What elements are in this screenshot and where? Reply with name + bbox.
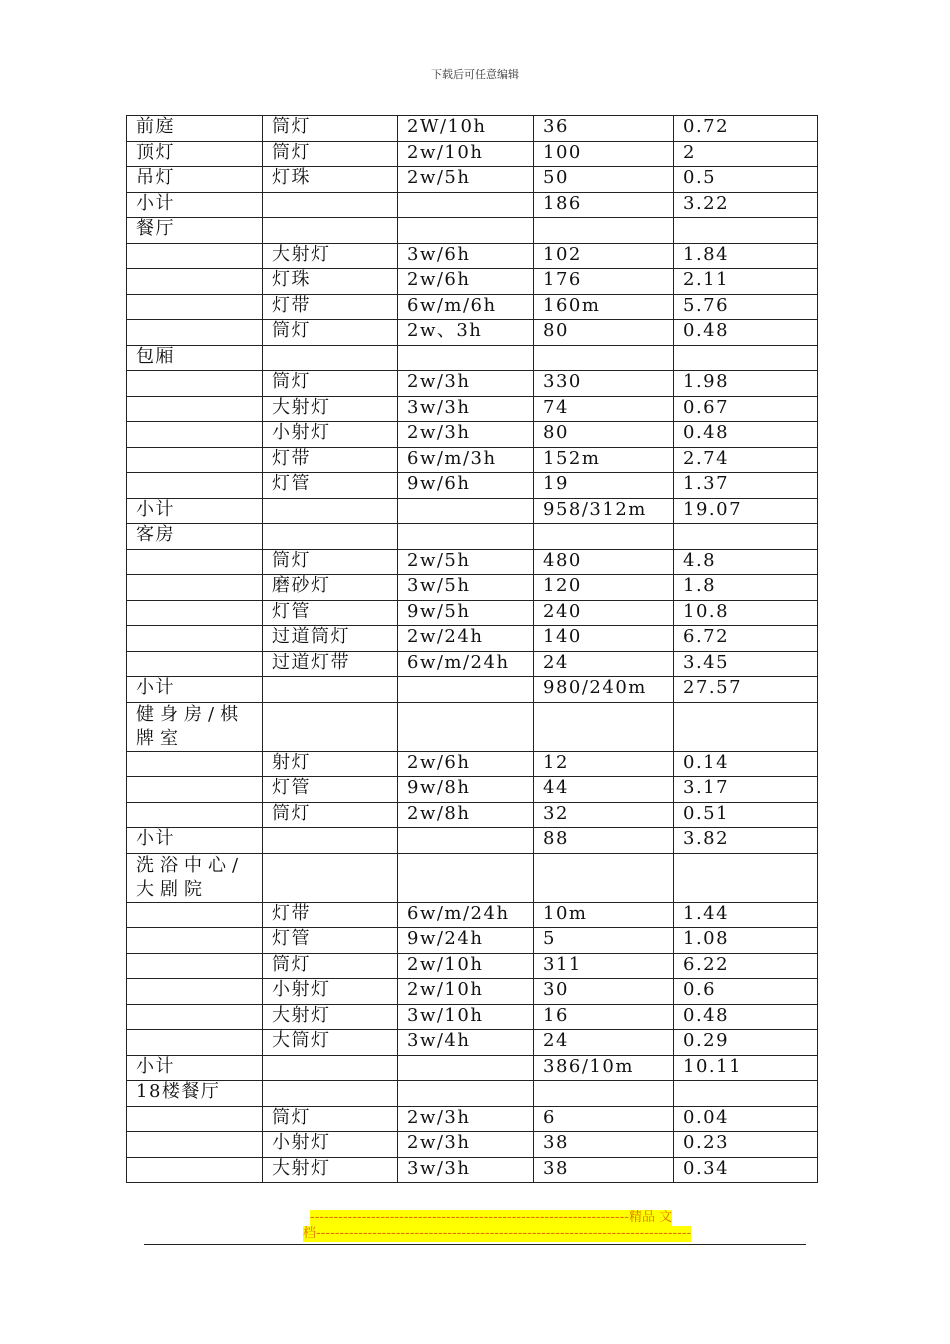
table-cell: 1.98: [674, 371, 818, 397]
table-cell: 958/312m: [534, 498, 674, 524]
table-cell: 1.8: [674, 575, 818, 601]
table-cell: 50: [534, 167, 674, 193]
table-cell: 88: [534, 828, 674, 854]
table-cell: [534, 702, 674, 751]
table-cell: 10m: [534, 902, 674, 928]
table-cell: 24: [534, 1030, 674, 1056]
table-cell: 0.48: [674, 422, 818, 448]
table-cell: 160m: [534, 294, 674, 320]
table-cell: 2w/3h: [398, 1132, 534, 1158]
table-cell: 大射灯: [263, 1157, 398, 1183]
table-cell: 顶灯: [127, 141, 263, 167]
table-cell: 32: [534, 802, 674, 828]
table-cell: 311: [534, 953, 674, 979]
table-cell: [674, 345, 818, 371]
table-cell: 小计: [127, 192, 263, 218]
table-cell: [127, 651, 263, 677]
table-cell: [534, 853, 674, 902]
table-cell: 小计: [127, 828, 263, 854]
table-cell: [674, 853, 818, 902]
table-cell: 小计: [127, 498, 263, 524]
table-cell: 38: [534, 1132, 674, 1158]
table-cell: 4.8: [674, 549, 818, 575]
table-cell: 3.22: [674, 192, 818, 218]
table-cell: 1.37: [674, 473, 818, 499]
table-cell: 9w/8h: [398, 777, 534, 803]
table-row: [127, 902, 818, 928]
table-cell: 过道灯带: [263, 651, 398, 677]
table-cell: [127, 422, 263, 448]
table-cell: [127, 1106, 263, 1132]
table-cell: 0.72: [674, 116, 818, 142]
table-cell: 3w/3h: [398, 1157, 534, 1183]
table-cell: 灯管: [263, 777, 398, 803]
table-cell: 330: [534, 371, 674, 397]
table-cell: [127, 626, 263, 652]
table-cell: 0.29: [674, 1030, 818, 1056]
table-cell: [534, 524, 674, 550]
table-cell: 筒灯: [263, 371, 398, 397]
table-cell: 152m: [534, 447, 674, 473]
table-cell: 筒灯: [263, 1106, 398, 1132]
lighting-power-table: [126, 115, 818, 1183]
table-cell: 2w/10h: [398, 979, 534, 1005]
table-cell: 3w/4h: [398, 1030, 534, 1056]
table-row: [127, 371, 818, 397]
table-cell: [263, 1081, 398, 1107]
table-cell: 2w/3h: [398, 371, 534, 397]
table-cell: 102: [534, 243, 674, 269]
table-cell: 灯管: [263, 600, 398, 626]
table-cell: [127, 320, 263, 346]
table-cell: 小计: [127, 1055, 263, 1081]
table-cell: 3w/10h: [398, 1004, 534, 1030]
table-cell: [398, 702, 534, 751]
table-cell: [263, 218, 398, 244]
table-row: [127, 979, 818, 1005]
table-cell: 小射灯: [263, 979, 398, 1005]
table-cell: [127, 751, 263, 777]
table-cell: 2w/6h: [398, 269, 534, 295]
table-row: [127, 1132, 818, 1158]
table-cell: 2w/10h: [398, 141, 534, 167]
table-cell: [263, 1055, 398, 1081]
table-cell: 0.5: [674, 167, 818, 193]
table-cell: 27.57: [674, 677, 818, 703]
table-cell: 2.74: [674, 447, 818, 473]
table-row: [127, 192, 818, 218]
table-cell: 24: [534, 651, 674, 677]
table-cell: [398, 677, 534, 703]
table-cell: [398, 498, 534, 524]
table-cell: 19.07: [674, 498, 818, 524]
table-cell: 灯珠: [263, 167, 398, 193]
table-cell: 0.67: [674, 396, 818, 422]
table-cell: 100: [534, 141, 674, 167]
table-cell: 980/240m: [534, 677, 674, 703]
table-cell: 3.82: [674, 828, 818, 854]
table-cell: [263, 524, 398, 550]
table-row: [127, 473, 818, 499]
table-cell: 磨砂灯: [263, 575, 398, 601]
table-cell: 0.04: [674, 1106, 818, 1132]
table-cell: 2.11: [674, 269, 818, 295]
table-cell: 筒灯: [263, 141, 398, 167]
table-cell: 射灯: [263, 751, 398, 777]
table-body: [127, 116, 818, 1183]
table-cell: 16: [534, 1004, 674, 1030]
table-cell: 灯管: [263, 473, 398, 499]
table-cell: [127, 269, 263, 295]
table-cell: 3.17: [674, 777, 818, 803]
table-cell: 吊灯: [127, 167, 263, 193]
table-cell: [127, 447, 263, 473]
table-cell: 2w/3h: [398, 422, 534, 448]
table-cell: 筒灯: [263, 549, 398, 575]
table-cell: 10.11: [674, 1055, 818, 1081]
table-cell: 140: [534, 626, 674, 652]
table-cell: [127, 396, 263, 422]
table-row: [127, 116, 818, 142]
table-cell: 小计: [127, 677, 263, 703]
table-cell: 6w/m/6h: [398, 294, 534, 320]
table-cell: 灯管: [263, 928, 398, 954]
table-row: [127, 269, 818, 295]
table-cell: [127, 371, 263, 397]
table-row: [127, 498, 818, 524]
table-cell: 筒灯: [263, 116, 398, 142]
table-row: [127, 294, 818, 320]
table-cell: 筒灯: [263, 320, 398, 346]
table-cell: [674, 1081, 818, 1107]
table-row: [127, 320, 818, 346]
table-cell: 前庭: [127, 116, 263, 142]
table-cell: [127, 600, 263, 626]
table-cell: [127, 473, 263, 499]
table-cell: [127, 902, 263, 928]
table-cell: [398, 1081, 534, 1107]
table-cell: 筒灯: [263, 802, 398, 828]
page-header: 下载后可任意编辑: [431, 68, 519, 81]
table-cell: 36: [534, 116, 674, 142]
table-cell: [398, 853, 534, 902]
table-row: [127, 549, 818, 575]
table-cell: 3w/6h: [398, 243, 534, 269]
table-cell: 小射灯: [263, 422, 398, 448]
table-cell: 0.48: [674, 1004, 818, 1030]
table-cell: 2w/10h: [398, 953, 534, 979]
table-cell: [398, 1055, 534, 1081]
table-cell: 9w/6h: [398, 473, 534, 499]
table-row: [127, 396, 818, 422]
table-cell: 2w/8h: [398, 802, 534, 828]
table-cell: [263, 345, 398, 371]
table-cell: 6w/m/24h: [398, 651, 534, 677]
table-cell: [127, 1132, 263, 1158]
table-cell: [127, 1030, 263, 1056]
table-cell: 74: [534, 396, 674, 422]
table-cell: 大射灯: [263, 396, 398, 422]
table-cell: [127, 979, 263, 1005]
table-row: [127, 1030, 818, 1056]
table-row: [127, 575, 818, 601]
table-cell: 大筒灯: [263, 1030, 398, 1056]
table-cell: 6w/m/3h: [398, 447, 534, 473]
table-cell: 480: [534, 549, 674, 575]
table-cell: [127, 928, 263, 954]
table-cell: [263, 702, 398, 751]
table-row: [127, 345, 818, 371]
table-cell: 1.08: [674, 928, 818, 954]
table-cell: 1.84: [674, 243, 818, 269]
table-cell: 灯带: [263, 902, 398, 928]
table-cell: 80: [534, 320, 674, 346]
table-cell: 灯带: [263, 294, 398, 320]
table-row: [127, 600, 818, 626]
table-row: [127, 828, 818, 854]
table-row: [127, 677, 818, 703]
table-row: [127, 422, 818, 448]
table-cell: 2W/10h: [398, 116, 534, 142]
table-row: [127, 626, 818, 652]
table-row: [127, 1157, 818, 1183]
table-cell: [127, 575, 263, 601]
table-cell: 1.44: [674, 902, 818, 928]
table-cell: [398, 828, 534, 854]
table-cell: 0.34: [674, 1157, 818, 1183]
table-cell: 2: [674, 141, 818, 167]
table-cell: 10.8: [674, 600, 818, 626]
table-cell: 洗浴中心/大剧院: [127, 853, 263, 902]
table-cell: 6.72: [674, 626, 818, 652]
table-cell: 3w/5h: [398, 575, 534, 601]
table-row: [127, 651, 818, 677]
table-cell: [263, 498, 398, 524]
table-cell: [398, 345, 534, 371]
table-cell: 客房: [127, 524, 263, 550]
table-cell: 3.45: [674, 651, 818, 677]
table-cell: 餐厅: [127, 218, 263, 244]
table-cell: [127, 1004, 263, 1030]
table-cell: [127, 953, 263, 979]
table-row: [127, 141, 818, 167]
table-cell: 2w/6h: [398, 751, 534, 777]
table-cell: 19: [534, 473, 674, 499]
table-cell: [127, 1157, 263, 1183]
table-cell: [398, 192, 534, 218]
table-cell: 大射灯: [263, 243, 398, 269]
table-row: [127, 702, 818, 751]
table-row: [127, 524, 818, 550]
table-cell: [127, 802, 263, 828]
table-cell: 44: [534, 777, 674, 803]
table-cell: 6.22: [674, 953, 818, 979]
table-cell: [127, 549, 263, 575]
table-cell: 小射灯: [263, 1132, 398, 1158]
table-row: [127, 751, 818, 777]
table-cell: 大射灯: [263, 1004, 398, 1030]
table-cell: 包厢: [127, 345, 263, 371]
table-cell: 2w/5h: [398, 167, 534, 193]
table-cell: 12: [534, 751, 674, 777]
table-cell: 9w/24h: [398, 928, 534, 954]
table-cell: [398, 218, 534, 244]
table-cell: [263, 828, 398, 854]
table-cell: 120: [534, 575, 674, 601]
table-cell: 0.51: [674, 802, 818, 828]
table-cell: 38: [534, 1157, 674, 1183]
table-cell: 2w/24h: [398, 626, 534, 652]
table-row: [127, 777, 818, 803]
table-cell: 2w/5h: [398, 549, 534, 575]
table-cell: [674, 702, 818, 751]
table-row: [127, 928, 818, 954]
table-cell: [127, 294, 263, 320]
table-cell: 0.6: [674, 979, 818, 1005]
table-row: [127, 167, 818, 193]
table-cell: [263, 192, 398, 218]
table-row: [127, 853, 818, 902]
table-row: [127, 802, 818, 828]
table-cell: 6w/m/24h: [398, 902, 534, 928]
table-cell: [674, 524, 818, 550]
table-cell: 80: [534, 422, 674, 448]
table-row: [127, 1081, 818, 1107]
table-cell: 0.23: [674, 1132, 818, 1158]
table-cell: [263, 677, 398, 703]
footer-divider: [144, 1244, 806, 1245]
table-cell: 240: [534, 600, 674, 626]
table-cell: [398, 524, 534, 550]
table-cell: 灯带: [263, 447, 398, 473]
footer-watermark-line1: --------------------------------------------------------------------精品 文: [310, 1210, 673, 1225]
table-row: [127, 953, 818, 979]
table-cell: 30: [534, 979, 674, 1005]
table-cell: [534, 218, 674, 244]
table-cell: 6: [534, 1106, 674, 1132]
table-row: [127, 1055, 818, 1081]
table-cell: 3w/3h: [398, 396, 534, 422]
table-cell: [534, 1081, 674, 1107]
table-cell: [263, 853, 398, 902]
table-row: [127, 447, 818, 473]
table-row: [127, 218, 818, 244]
table-cell: 2w/3h: [398, 1106, 534, 1132]
table-cell: 176: [534, 269, 674, 295]
table-cell: 灯珠: [263, 269, 398, 295]
table-cell: 186: [534, 192, 674, 218]
table-row: [127, 243, 818, 269]
table-cell: [127, 777, 263, 803]
table-cell: 9w/5h: [398, 600, 534, 626]
table-cell: 2w、3h: [398, 320, 534, 346]
table-cell: 0.48: [674, 320, 818, 346]
table-cell: 18楼餐厅: [127, 1081, 263, 1107]
table-cell: 5.76: [674, 294, 818, 320]
table-cell: [534, 345, 674, 371]
table-cell: [127, 243, 263, 269]
footer-watermark-line2: 档--------------------------------------------------------------------------------: [303, 1226, 692, 1241]
table-cell: [674, 218, 818, 244]
table-cell: 过道筒灯: [263, 626, 398, 652]
table-cell: 5: [534, 928, 674, 954]
table-row: [127, 1004, 818, 1030]
table-cell: 386/10m: [534, 1055, 674, 1081]
table-cell: 筒灯: [263, 953, 398, 979]
table-cell: 健身房/棋牌室: [127, 702, 263, 751]
table-row: [127, 1106, 818, 1132]
table-cell: 0.14: [674, 751, 818, 777]
